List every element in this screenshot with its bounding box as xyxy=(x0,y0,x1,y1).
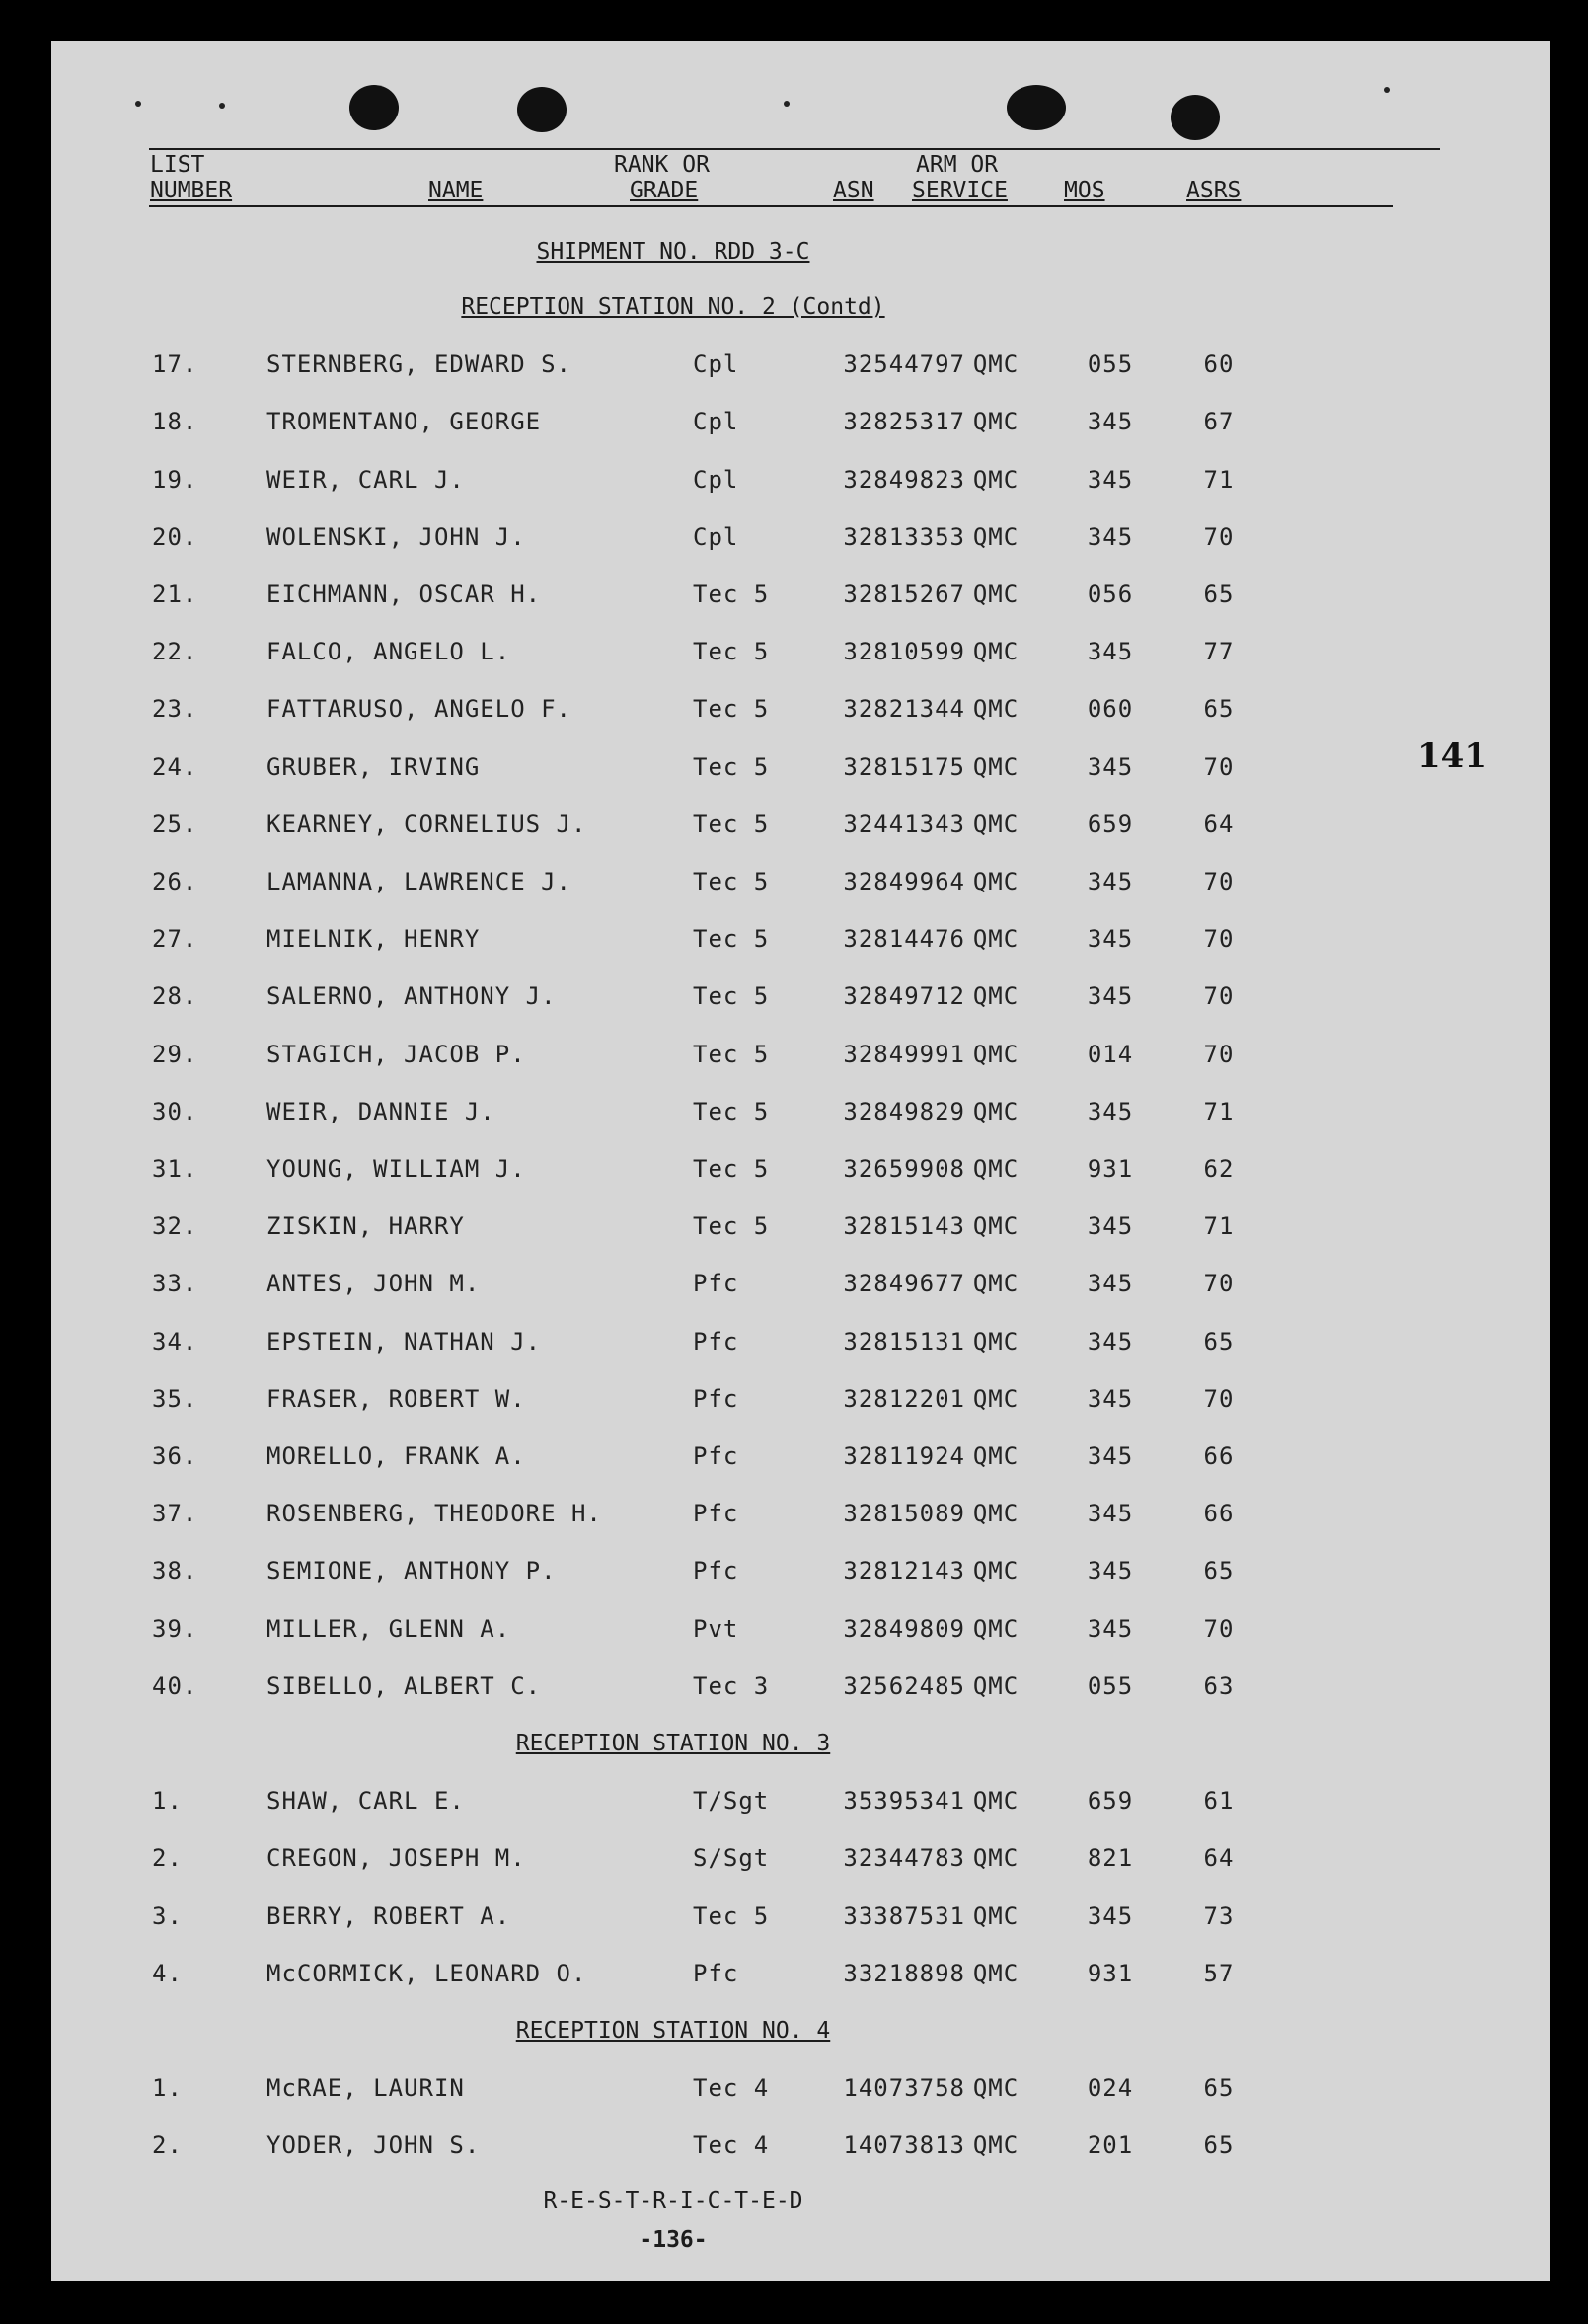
rank-grade: Tec 5 xyxy=(693,1901,770,1930)
section-title: RECEPTION STATION NO. 4 xyxy=(515,2018,831,2044)
header-rank-label: RANK OR xyxy=(614,152,710,178)
soldier-name: WEIR, DANNIE J. xyxy=(266,1097,495,1125)
roster-row xyxy=(51,1382,1433,1416)
rank-grade: Cpl xyxy=(693,522,739,551)
rank-grade: Tec 5 xyxy=(693,1097,770,1125)
mos-code: 345 xyxy=(1087,982,1134,1011)
restricted-marking: R-E-S-T-R-I-C-T-E-D xyxy=(543,2188,803,2213)
soldier-name: TROMENTANO, GEORGE xyxy=(266,408,542,436)
list-number: 21. xyxy=(152,581,198,608)
serial-number: 14073813 xyxy=(843,2131,965,2160)
section-title: RECEPTION STATION NO. 3 xyxy=(515,1731,831,1756)
roster-row xyxy=(51,1439,1433,1473)
soldier-name: WEIR, CARL J. xyxy=(266,465,465,494)
soldier-name: YOUNG, WILLIAM J. xyxy=(266,1155,526,1183)
arm-service: QMC xyxy=(972,1787,1020,1816)
ink-speck xyxy=(135,101,141,107)
soldier-name: SIBELLO, ALBERT C. xyxy=(266,1671,542,1700)
header-mos: MOS xyxy=(1064,178,1105,203)
arm-service: QMC xyxy=(972,1671,1020,1700)
asrs-score: 66 xyxy=(1203,1442,1235,1470)
mos-code: 345 xyxy=(1087,1901,1134,1930)
asrs-score: 65 xyxy=(1203,2131,1235,2160)
arm-service: QMC xyxy=(972,1901,1020,1930)
serial-number: 32815089 xyxy=(843,1500,965,1528)
header-arm-label: ARM OR xyxy=(916,152,999,178)
rank-grade: Pfc xyxy=(693,1442,739,1470)
rank-grade: Pfc xyxy=(693,1270,739,1298)
arm-service: QMC xyxy=(972,1327,1020,1356)
mos-code: 024 xyxy=(1087,2074,1134,2103)
list-number: 40. xyxy=(152,1671,198,1700)
punch-hole-3 xyxy=(1007,85,1066,130)
list-number: 22. xyxy=(152,638,198,666)
soldier-name: BERRY, ROBERT A. xyxy=(266,1901,511,1930)
mos-code: 345 xyxy=(1087,752,1134,781)
list-number: 27. xyxy=(152,925,198,954)
arm-service: QMC xyxy=(972,1097,1020,1125)
soldier-name: SHAW, CARL E. xyxy=(266,1787,465,1816)
asrs-score: 73 xyxy=(1203,1901,1235,1930)
soldier-name: LAMANNA, LAWRENCE J. xyxy=(266,868,571,895)
serial-number: 32849829 xyxy=(843,1097,965,1125)
rank-grade: Tec 5 xyxy=(693,1040,770,1068)
mos-code: 345 xyxy=(1087,1327,1134,1356)
header-asn: ASN xyxy=(833,178,874,203)
roster-row xyxy=(51,405,1433,438)
punch-hole-4 xyxy=(1171,95,1220,140)
soldier-name: SEMIONE, ANTHONY P. xyxy=(266,1557,557,1586)
asrs-score: 70 xyxy=(1203,982,1235,1011)
punch-hole-2 xyxy=(517,87,567,132)
rank-grade: Tec 5 xyxy=(693,1155,770,1183)
serial-number: 33218898 xyxy=(843,1959,965,1987)
serial-number: 32813353 xyxy=(843,522,965,551)
roster-row xyxy=(51,692,1433,726)
arm-service: QMC xyxy=(972,1557,1020,1586)
rank-grade: Pfc xyxy=(693,1384,739,1413)
soldier-name: SALERNO, ANTHONY J. xyxy=(266,982,557,1011)
rank-grade: Pfc xyxy=(693,1327,739,1356)
document-page xyxy=(51,41,1550,2281)
asrs-score: 65 xyxy=(1203,2074,1235,2103)
roster-row xyxy=(51,1554,1433,1588)
ink-speck xyxy=(784,101,790,107)
rank-grade: Cpl xyxy=(693,408,739,436)
list-number: 35. xyxy=(152,1384,198,1413)
header-service-label: SERVICE xyxy=(912,178,1008,203)
rank-grade: Tec 5 xyxy=(693,752,770,781)
list-number: 18. xyxy=(152,408,198,436)
roster-row xyxy=(51,922,1433,956)
serial-number: 35395341 xyxy=(843,1787,965,1816)
asrs-score: 67 xyxy=(1203,408,1235,436)
arm-service: QMC xyxy=(972,2131,1020,2160)
rank-grade: Pvt xyxy=(693,1614,739,1643)
soldier-name: EPSTEIN, NATHAN J. xyxy=(266,1327,542,1356)
roster-row xyxy=(51,1038,1433,1071)
asrs-score: 70 xyxy=(1203,1384,1235,1413)
asrs-score: 71 xyxy=(1203,465,1235,494)
list-number: 26. xyxy=(152,868,198,895)
list-number: 38. xyxy=(152,1557,198,1586)
arm-service: QMC xyxy=(972,1384,1020,1413)
asrs-score: 71 xyxy=(1203,1212,1235,1241)
roster-row xyxy=(51,979,1433,1013)
serial-number: 32849809 xyxy=(843,1614,965,1643)
soldier-name: ROSENBERG, THEODORE H. xyxy=(266,1500,602,1528)
mos-code: 201 xyxy=(1087,2131,1134,2160)
mos-code: 345 xyxy=(1087,1384,1134,1413)
arm-service: QMC xyxy=(972,1614,1020,1643)
list-number: 36. xyxy=(152,1442,198,1470)
section-title: RECEPTION STATION NO. 2 (Contd) xyxy=(461,294,885,320)
mos-code: 345 xyxy=(1087,1614,1134,1643)
list-number: 23. xyxy=(152,695,198,724)
serial-number: 32849712 xyxy=(843,982,965,1011)
soldier-name: GRUBER, IRVING xyxy=(266,752,481,781)
rank-grade: Tec 5 xyxy=(693,982,770,1011)
serial-number: 32812201 xyxy=(843,1384,965,1413)
serial-number: 32849991 xyxy=(843,1040,965,1068)
serial-number: 32344783 xyxy=(843,1844,965,1873)
serial-number: 32811924 xyxy=(843,1442,965,1470)
roster-row xyxy=(51,865,1433,898)
roster-row xyxy=(51,1669,1433,1703)
roster-row xyxy=(51,2129,1433,2162)
arm-service: QMC xyxy=(972,522,1020,551)
roster-row xyxy=(51,1957,1433,1990)
roster-row xyxy=(51,463,1433,497)
soldier-name: MORELLO, FRANK A. xyxy=(266,1442,526,1470)
list-number: 25. xyxy=(152,810,198,838)
list-number: 30. xyxy=(152,1097,198,1125)
rank-grade: Pfc xyxy=(693,1557,739,1586)
soldier-name: YODER, JOHN S. xyxy=(266,2131,481,2160)
roster-row xyxy=(51,578,1433,611)
roster-row xyxy=(51,520,1433,554)
list-number: 2. xyxy=(152,1844,183,1873)
asrs-score: 64 xyxy=(1203,1844,1235,1873)
mos-code: 055 xyxy=(1087,1671,1134,1700)
list-number: 20. xyxy=(152,522,198,551)
serial-number: 32544797 xyxy=(843,350,965,379)
soldier-name: FRASER, ROBERT W. xyxy=(266,1384,526,1413)
arm-service: QMC xyxy=(972,2074,1020,2103)
header-arm xyxy=(912,152,1008,203)
asrs-score: 65 xyxy=(1203,1557,1235,1586)
serial-number: 32815143 xyxy=(843,1212,965,1241)
roster-row xyxy=(51,1325,1433,1358)
header-rank xyxy=(614,152,710,203)
rank-grade: Tec 5 xyxy=(693,868,770,895)
mos-code: 345 xyxy=(1087,868,1134,895)
arm-service: QMC xyxy=(972,868,1020,895)
arm-service: QMC xyxy=(972,925,1020,954)
rank-grade: Tec 3 xyxy=(693,1671,770,1700)
roster-row xyxy=(51,1267,1433,1300)
serial-number: 32815267 xyxy=(843,581,965,608)
soldier-name: CREGON, JOSEPH M. xyxy=(266,1844,526,1873)
asrs-score: 70 xyxy=(1203,868,1235,895)
header-number-label: NUMBER xyxy=(150,178,233,203)
soldier-name: WOLENSKI, JOHN J. xyxy=(266,522,526,551)
asrs-score: 71 xyxy=(1203,1097,1235,1125)
list-number: 17. xyxy=(152,350,198,379)
asrs-score: 70 xyxy=(1203,752,1235,781)
mos-code: 821 xyxy=(1087,1844,1134,1873)
arm-service: QMC xyxy=(972,1040,1020,1068)
serial-number: 32814476 xyxy=(843,925,965,954)
mos-code: 345 xyxy=(1087,638,1134,666)
shipment-title: SHIPMENT NO. RDD 3-C xyxy=(536,239,810,265)
mos-code: 345 xyxy=(1087,1500,1134,1528)
soldier-name: ZISKIN, HARRY xyxy=(266,1212,465,1241)
mos-code: 659 xyxy=(1087,1787,1134,1816)
rank-grade: Tec 5 xyxy=(693,695,770,724)
header-bottom-rule xyxy=(149,205,1393,207)
soldier-name: STERNBERG, EDWARD S. xyxy=(266,350,571,379)
header-asrs: ASRS xyxy=(1186,178,1242,203)
asrs-score: 62 xyxy=(1203,1155,1235,1183)
rank-grade: S/Sgt xyxy=(693,1844,770,1873)
arm-service: QMC xyxy=(972,1500,1020,1528)
roster-row xyxy=(51,1209,1433,1243)
list-number: 1. xyxy=(152,2074,183,2103)
soldier-name: STAGICH, JACOB P. xyxy=(266,1040,526,1068)
rank-grade: Tec 4 xyxy=(693,2131,770,2160)
roster-row xyxy=(51,1899,1433,1933)
serial-number: 32812143 xyxy=(843,1557,965,1586)
mos-code: 345 xyxy=(1087,1270,1134,1298)
ink-speck xyxy=(1384,87,1390,93)
roster-row xyxy=(51,635,1433,668)
mos-code: 345 xyxy=(1087,522,1134,551)
serial-number: 32441343 xyxy=(843,810,965,838)
list-number: 33. xyxy=(152,1270,198,1298)
rank-grade: Tec 5 xyxy=(693,638,770,666)
header-grade-label: GRADE xyxy=(630,178,699,203)
roster-row xyxy=(51,1152,1433,1186)
mos-code: 345 xyxy=(1087,1097,1134,1125)
header-list-number xyxy=(150,152,232,203)
mos-code: 060 xyxy=(1087,695,1134,724)
header-list-label: LIST xyxy=(150,152,205,178)
soldier-name: FALCO, ANGELO L. xyxy=(266,638,511,666)
rank-grade: T/Sgt xyxy=(693,1787,770,1816)
soldier-name: McCORMICK, LEONARD O. xyxy=(266,1959,587,1987)
asrs-score: 63 xyxy=(1203,1671,1235,1700)
serial-number: 14073758 xyxy=(843,2074,965,2103)
arm-service: QMC xyxy=(972,350,1020,379)
arm-service: QMC xyxy=(972,982,1020,1011)
roster-row xyxy=(51,1497,1433,1530)
soldier-name: McRAE, LAURIN xyxy=(266,2074,465,2103)
mos-code: 931 xyxy=(1087,1959,1134,1987)
arm-service: QMC xyxy=(972,1959,1020,1987)
serial-number: 32810599 xyxy=(843,638,965,666)
list-number: 34. xyxy=(152,1327,198,1356)
rank-grade: Tec 5 xyxy=(693,810,770,838)
roster-row xyxy=(51,2071,1433,2105)
asrs-score: 65 xyxy=(1203,581,1235,608)
serial-number: 32815175 xyxy=(843,752,965,781)
serial-number: 32562485 xyxy=(843,1671,965,1700)
mos-code: 345 xyxy=(1087,408,1134,436)
asrs-score: 61 xyxy=(1203,1787,1235,1816)
mos-code: 931 xyxy=(1087,1155,1134,1183)
soldier-name: MIELNIK, HENRY xyxy=(266,925,481,954)
rank-grade: Tec 4 xyxy=(693,2074,770,2103)
mos-code: 055 xyxy=(1087,350,1134,379)
rank-grade: Tec 5 xyxy=(693,1212,770,1241)
serial-number: 32849677 xyxy=(843,1270,965,1298)
asrs-score: 65 xyxy=(1203,1327,1235,1356)
asrs-score: 65 xyxy=(1203,695,1235,724)
list-number: 37. xyxy=(152,1500,198,1528)
arm-service: QMC xyxy=(972,695,1020,724)
side-page-number: 141 xyxy=(1417,736,1487,776)
asrs-score: 66 xyxy=(1203,1500,1235,1528)
list-number: 39. xyxy=(152,1614,198,1643)
list-number: 19. xyxy=(152,465,198,494)
arm-service: QMC xyxy=(972,1270,1020,1298)
serial-number: 32815131 xyxy=(843,1327,965,1356)
asrs-score: 70 xyxy=(1203,1270,1235,1298)
rank-grade: Cpl xyxy=(693,350,739,379)
asrs-score: 57 xyxy=(1203,1959,1235,1987)
arm-service: QMC xyxy=(972,465,1020,494)
header-top-rule xyxy=(149,148,1440,150)
asrs-score: 70 xyxy=(1203,522,1235,551)
soldier-name: EICHMANN, OSCAR H. xyxy=(266,581,542,608)
rank-grade: Tec 5 xyxy=(693,581,770,608)
roster-row xyxy=(51,750,1433,784)
rank-grade: Pfc xyxy=(693,1959,739,1987)
mos-code: 345 xyxy=(1087,1442,1134,1470)
punch-hole-1 xyxy=(349,85,399,130)
header-name: NAME xyxy=(428,178,484,203)
list-number: 2. xyxy=(152,2131,183,2160)
serial-number: 32821344 xyxy=(843,695,965,724)
rank-grade: Pfc xyxy=(693,1500,739,1528)
page-number: -136- xyxy=(639,2227,708,2253)
list-number: 28. xyxy=(152,982,198,1011)
list-number: 4. xyxy=(152,1959,183,1987)
roster-row xyxy=(51,1841,1433,1875)
soldier-name: KEARNEY, CORNELIUS J. xyxy=(266,810,587,838)
rank-grade: Cpl xyxy=(693,465,739,494)
ink-speck xyxy=(219,103,225,109)
mos-code: 659 xyxy=(1087,810,1134,838)
roster-row xyxy=(51,808,1433,841)
asrs-score: 60 xyxy=(1203,350,1235,379)
mos-code: 345 xyxy=(1087,1212,1134,1241)
asrs-score: 70 xyxy=(1203,1040,1235,1068)
roster-row xyxy=(51,1095,1433,1128)
arm-service: QMC xyxy=(972,752,1020,781)
asrs-score: 77 xyxy=(1203,638,1235,666)
mos-code: 345 xyxy=(1087,465,1134,494)
roster-row xyxy=(51,1784,1433,1818)
serial-number: 33387531 xyxy=(843,1901,965,1930)
list-number: 32. xyxy=(152,1212,198,1241)
soldier-name: FATTARUSO, ANGELO F. xyxy=(266,695,571,724)
mos-code: 056 xyxy=(1087,581,1134,608)
arm-service: QMC xyxy=(972,1155,1020,1183)
list-number: 1. xyxy=(152,1787,183,1816)
arm-service: QMC xyxy=(972,810,1020,838)
arm-service: QMC xyxy=(972,1212,1020,1241)
serial-number: 32825317 xyxy=(843,408,965,436)
list-number: 31. xyxy=(152,1155,198,1183)
arm-service: QMC xyxy=(972,638,1020,666)
mos-code: 345 xyxy=(1087,925,1134,954)
mos-code: 014 xyxy=(1087,1040,1134,1068)
list-number: 3. xyxy=(152,1901,183,1930)
serial-number: 32659908 xyxy=(843,1155,965,1183)
list-number: 29. xyxy=(152,1040,198,1068)
arm-service: QMC xyxy=(972,581,1020,608)
asrs-score: 70 xyxy=(1203,1614,1235,1643)
serial-number: 32849964 xyxy=(843,868,965,895)
asrs-score: 64 xyxy=(1203,810,1235,838)
roster-row xyxy=(51,1612,1433,1646)
soldier-name: ANTES, JOHN M. xyxy=(266,1270,481,1298)
list-number: 24. xyxy=(152,752,198,781)
arm-service: QMC xyxy=(972,1442,1020,1470)
arm-service: QMC xyxy=(972,408,1020,436)
mos-code: 345 xyxy=(1087,1557,1134,1586)
arm-service: QMC xyxy=(972,1844,1020,1873)
asrs-score: 70 xyxy=(1203,925,1235,954)
soldier-name: MILLER, GLENN A. xyxy=(266,1614,511,1643)
roster-row xyxy=(51,348,1433,381)
serial-number: 32849823 xyxy=(843,465,965,494)
rank-grade: Tec 5 xyxy=(693,925,770,954)
